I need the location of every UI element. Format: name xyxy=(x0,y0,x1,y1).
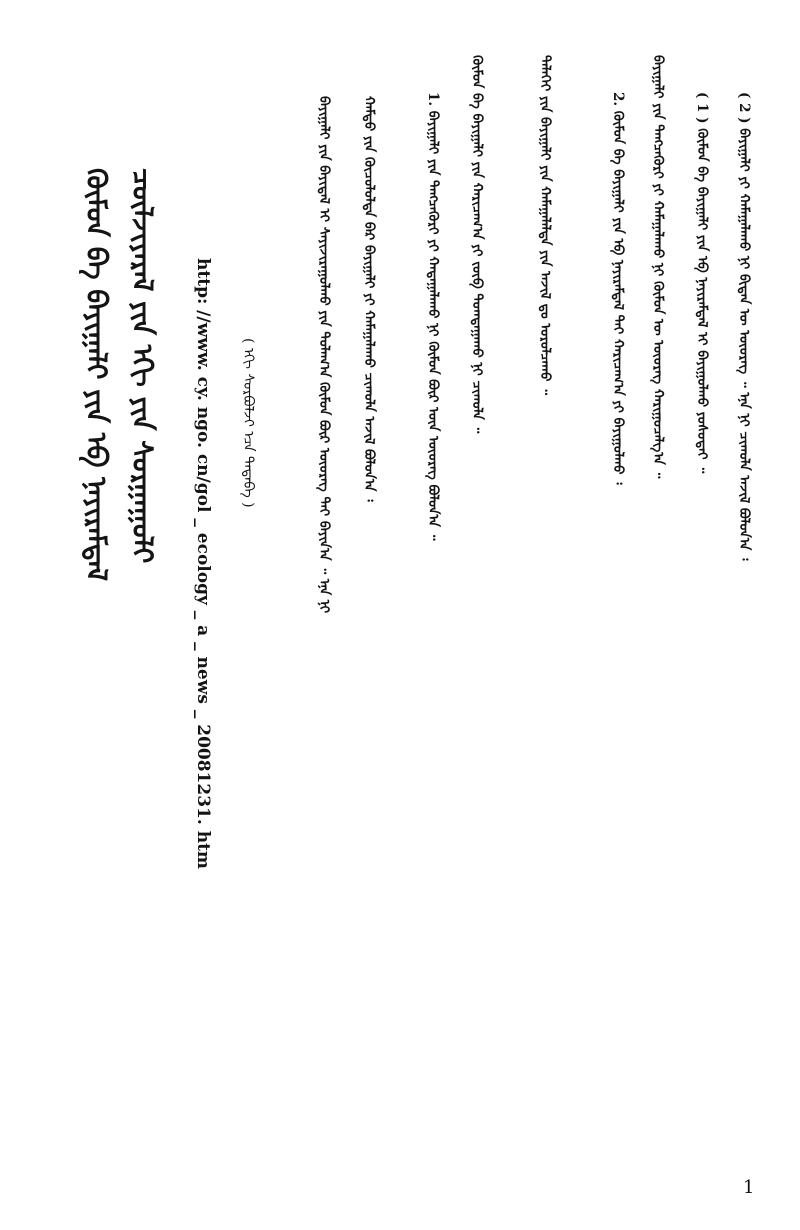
body-line-4: ᠬᠦᠮᠦᠨ ᠪᠠ ᠪᠠᠶᠢᠭᠠᠯᠢ ᠶᠢᠨ ᠬᠠᠷᠢᠴᠠᠭ᠎ᠠ ᠶᠢ ᠵᠥᠪ ᠲᠣᠭᠲᠠᠭᠠᠬᠤ ᠨᠢ ᠴᠢᠬᠤᠯᠠ ᠃ xyxy=(469,55,485,434)
source-url: http: //www. cy. ngo. cn/gol _ ecology _ a _ news _ 20081231. htm xyxy=(193,258,213,869)
body-line-6: 2. ᠬᠦᠮᠦᠨ ᠪᠠ ᠪᠠᠶᠢᠭᠠᠯᠢ ᠶᠢᠨ ᠡᠪ ᠨᠠᠶᠢᠷᠠᠮᠳᠠᠯ ᠲᠠᠢ ᠬᠠᠷᠢᠴᠠᠭ᠎ᠠ ᠶᠢ ᠪᠠᠶᠢᠭᠤᠯᠬᠤ ᠄ xyxy=(610,92,626,485)
body-line-5: ᠳᠡᠯᠡᠬᠡᠢ ᠶᠢᠨ ᠪᠠᠶᠢᠭᠠᠯᠢ ᠶᠢᠨ ᠬᠠᠮᠠᠭᠠᠯᠠᠯᠲᠠ ᠶᠢᠨ ᠠᠵᠢᠯ ᠳᠤ ᠣᠷᠣᠯᠴᠠᠬᠤ ᠃ xyxy=(537,55,553,396)
body-line-1: ᠪᠠᠶᠢᠭᠠᠯᠢ ᠶᠢᠨ ᠪᠠᠶᠢᠳᠠᠯ ᠢ ᠰᠠᠶᠢᠵᠢᠷᠠᠭᠤᠯᠬᠤ ᠶᠢᠨ ᠲᠤᠯᠠᠭ᠎ᠠ ᠬᠦᠮᠦᠨ ᠪᠦᠷ ᠦᠦᠷᠡᠭ ᠲᠡᠢ ᠪᠠᠶᠢᠨ᠎ᠠ ᠃ ᠡᠨᠡ ᠨᠢ xyxy=(316,96,332,614)
title-line-2: ᠬᠦᠮᠦᠨ ᠪᠠ ᠪᠠᠶᠢᠭᠠᠯᠢ ᠶᠢᠨ ᠡᠪ ᠨᠠᠶᠢᠷᠠᠮᠳᠠᠯ xyxy=(80,168,113,582)
body-line-2: ᠬᠠᠮᠲᠤ ᠶᠢᠨ ᠬᠦᠴᠦᠯᠦᠯᠲᠡ ᠪᠡᠷ ᠪᠠᠶᠢᠭᠠᠯᠢ ᠶᠢ ᠬᠠᠮᠠᠭᠠᠯᠠᠬᠤ ᠴᠢᠬᠤᠯᠠ ᠠᠵᠢᠯ ᠪᠣᠯᠤᠨ᠎ᠠ ᠄ xyxy=(361,96,377,502)
body-line-7: ᠪᠠᠶᠢᠭᠠᠯᠢ ᠶᠢᠨ ᠲᠡᠩᠴᠡᠭᠦᠷᠢ ᠶᠢ ᠬᠠᠮᠠᠭᠠᠯᠠᠬᠤ ᠨᠢ ᠬᠦᠮᠦᠨ ᠦ ᠦᠦᠷᠡᠭ ᠬᠠᠷᠢᠭᠤᠴᠠᠯᠭ᠎ᠠ ᠃ xyxy=(650,55,666,479)
body-line-9: ( 2 ) ᠪᠠᠶᠢᠭᠠᠯᠢ ᠶᠢ ᠬᠠᠮᠠᠭᠠᠯᠠᠬᠤ ᠨᠢ ᠪᠢᠳᠡᠨ ᠦ ᠦᠦᠷᠡᠭ ᠃ ᠡᠨᠡ ᠨᠢ ᠴᠢᠬᠤᠯᠠ ᠠᠵᠢᠯ ᠪᠣᠯᠤᠨ᠎ᠠ ᠄ xyxy=(736,92,752,561)
title-line-1: ᠴᠥᠯᠵᠢᠶᠡᠷᠡᠯ ᠶᠢᠨ ᠡᠬᠢ ᠶᠢᠨ ᠰᠤᠷᠭᠠᠭᠤᠯᠢ xyxy=(126,168,159,564)
source-note: ( ᠡᠬᠢ ᠰᠤᠷᠪᠤᠯᠵᠢ ᠡᠴᠡ ᠲᠠᠲᠠᠪᠠ ) xyxy=(240,338,256,508)
page-number: 1 xyxy=(743,1177,755,1198)
body-line-8: ( 1 ) ᠬᠦᠮᠦᠨ ᠪᠠ ᠪᠠᠶᠢᠭᠠᠯᠢ ᠶᠢᠨ ᠡᠪ ᠨᠠᠶᠢᠷᠠᠮᠳᠠᠯ ᠢ ᠪᠠᠶᠢᠭᠤᠯᠬᠤ ᠶᠣᠰᠣᠳᠠᠢ ᠃ xyxy=(694,92,710,474)
body-line-3: 1. ᠪᠠᠶᠢᠭᠠᠯᠢ ᠶᠢᠨ ᠲᠡᠩᠴᠡᠭᠦᠷᠢ ᠶᠢ ᠬᠠᠳᠠᠭᠠᠯᠠᠬᠤ ᠨᠢ ᠬᠦᠮᠦᠨ ᠪᠦᠷ ᠦᠨ ᠦᠦᠷᠡᠭ ᠪᠣᠯᠤᠨ᠎ᠠ ᠃ xyxy=(425,92,441,541)
